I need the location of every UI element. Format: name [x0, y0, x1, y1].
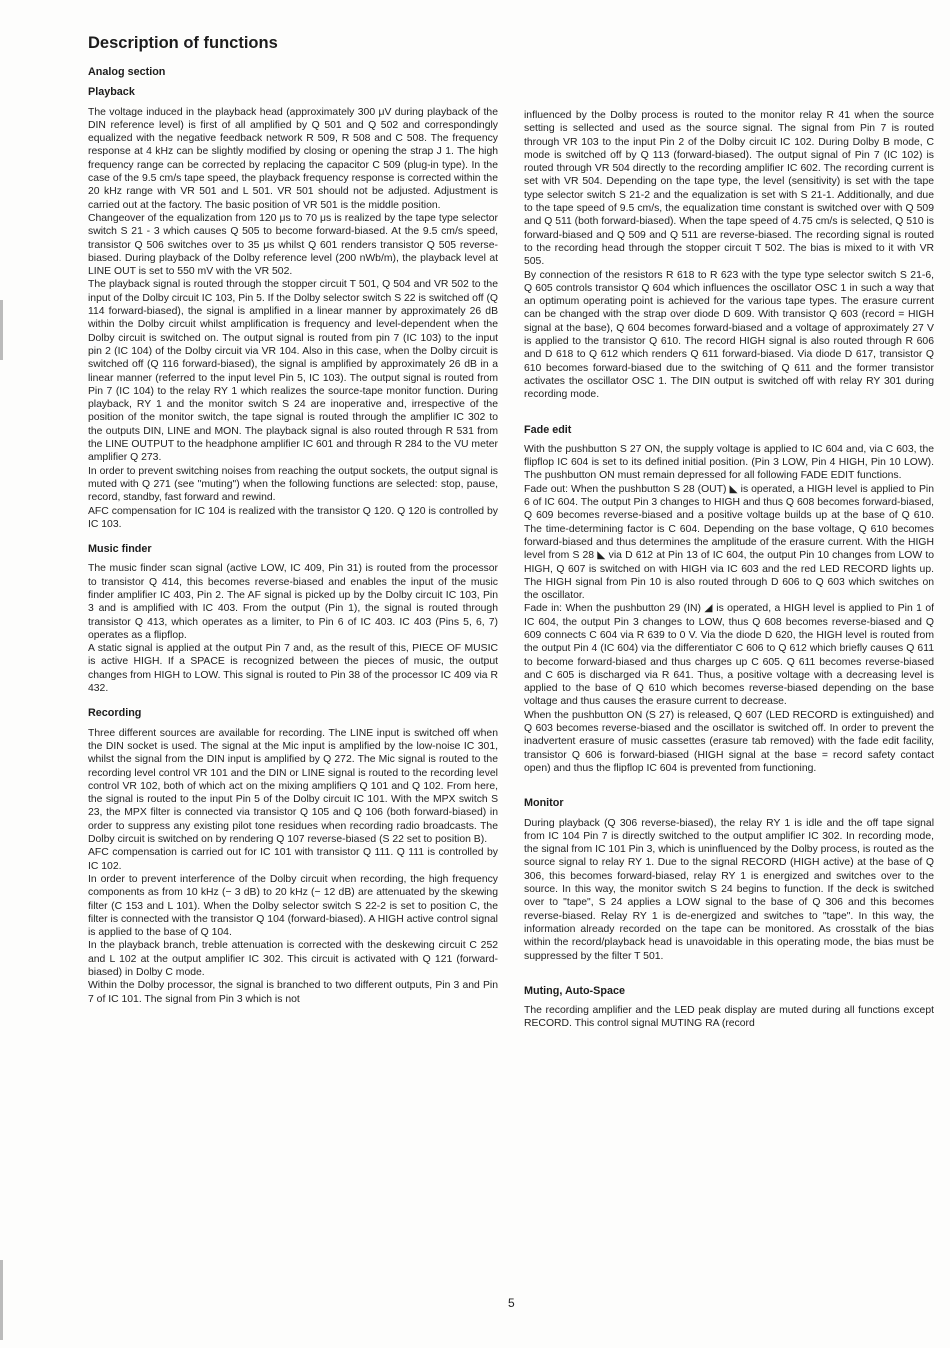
paragraph: By connection of the resistors R 618 to R 623 with the type type selector switch S 21-6, Q 605 controls transistor Q 604 which influences the oscillator OSC 1 in such a way that an optimum operating point is achieved for the various tape types. The erasure current can be changed with the strap over diode D 609. With transistor Q 603 (record = HIGH signal at the base), Q 604 becomes forward-biased and a voltage of approximately 27 V is applied to the transistor Q 610. The record HIGH signal is also routed through R 606 and D 618 to Q 612 which renders Q 611 forward-biased. Via diode D 617, transistor Q 610 becomes forward-biased due to the switching of Q 611 and the former transistor activates the oscillator OSC 1. The DIN output is switched off with relay RY 301 during recording mode.	[524, 269, 934, 401]
left-column	[88, 66, 498, 1018]
paragraph: influenced by the Dolby process is routed to the monitor relay R 41 when the source setting is sellected and used as the source signal. The signal from Pin 7 is routed through VR 103 to the input Pin 2 of the Dolby circuit IC 102. During Dolby B mode, C mode is switched off by Q 113 (forward-biased). The output signal of Pin 7 (IC 102) is routed through VR 504 directly to the recording amplifier IC 602. The recording current is set with VR 504. Depending on the tape type, the level (sensitivity) is set with the tape type selector switch S 21-2 and the equalization is set with S 21-1. Additionally, and due to the tape speed of 9.5 cm/s, the equalization time constant is switched over with Q 509 and Q 511 (both forward-biased). When the tape speed of 4.75 cm/s is selected, Q 510 is forward-biased and Q 509 and Q 511 are reverse-biased. The recording signal is routed to the recording head through the stopper circuit T 502. The bias is mixed to it with VR 505.	[524, 110, 934, 268]
paragraph: In order to prevent switching noises from reaching the output sockets, the output signal is muted with Q 271 (see "muting") when the following functions are selected: stop, pause, record, standby, fast forward and rewind.	[88, 465, 498, 504]
right-column	[524, 109, 934, 1043]
paragraph: With the pushbutton S 27 ON, the supply voltage is applied to IC 604 and, via C 603, the flipflop IC 604 is set to its defined initial position. (Pin 3 LOW, Pin 4 HIGH, Pin 10 LOW). The pushbutton ON must remain depressed for all following FADE EDIT functions.	[524, 443, 934, 482]
paragraph: A static signal is applied at the output Pin 7 and, as the result of this, PIECE OF MUSIC is active HIGH. If a SPACE is recognized between the pieces of music, the output changes from HIGH to LOW. This signal is routed to Pin 38 of the processor IC 409 via R 432.	[88, 643, 498, 695]
section-muting	[524, 985, 934, 1031]
subheading-playback: Playback	[88, 86, 135, 99]
paragraph: During playback (Q 306 reverse-biased), the relay RY 1 is idle and the off tape signal from IC 104 Pin 7 is directly switched to the output amplifier IC 302. In recording mode, the signal from IC 101 Pin 3, which is uninfluenced by the Dolby process, is routed as the source signal to relay RY 1. Due to the signal RECORD (HIGH active) at the base of Q 306, this becomes forward-biased, relay RY 1 is energized and switches over to the source. In this way, the monitor switch S 24 begins to function. If the deck is switched over to "tape", S 24 applies a LOW signal to the base of Q 306 and this becomes reverse-biased. Relay RY 1 is de-energized and switches to "tape". In this way, the information already recorded on the tape can be monitored. As crosstalk of the bias within the record/playback head is unavoidable in this operating mode, the bias must be suppressed by the filter T 501.	[524, 817, 934, 962]
paragraph: In the playback branch, treble attenuation is corrected with the deskewing circuit C 252 and L 102 at the output amplifier IC 302. This circuit is activated with Q 121 (forward-biased) in Dolby C mode.	[88, 940, 498, 978]
paragraph: The playback signal is routed through the stopper circuit T 501, Q 504 and VR 502 to the input of the Dolby circuit IC 103, Pin 5. If the Dolby selector switch S 22 is switched off (Q 114 forward-biased), the signal is amplified in a linear manner by approximately 26 dB within the Dolby circuit whilst amplification is frequency and level-dependent when the Dolby circuit is switched on. The output signal is routed from pin 7 (IC 103) to the input pin 2 (IC 104) of the Dolby circuit via VR 104. Also in this case, when the Dolby circuit is switched off (Q 116 forward-biased), the signal is amplified by approximately 26 dB in a linear manner (referred to the input level Pin 5, IC 103). The output signal is routed from Pin 7 (IC 104) to the relay RY 1 which realizes the source-tape monitor function. During playback, RY 1 and the monitor switch S 24 are inoperative and, irrespective of the position of the monitor switch, the tape signal is routed through the amplifier IC 302 to the outputs DIN, LINE and MON. The playback signal is also routed through R 531 from the LINE OUTPUT to the headphone amplifier IC 601 and through R 284 to the VU meter amplifier Q 273.	[88, 279, 498, 464]
subheading-monitor: Monitor	[524, 797, 564, 810]
paragraph: AFC compensation is carried out for IC 101 with transistor Q 111. Q 111 is controlled by IC 102.	[88, 847, 498, 872]
paragraph: Fade in: When the pushbutton 29 (IN) ◢ is operated, a HIGH level is applied to Pin 1 of IC 604, the output Pin 3 changes to LOW, thus Q 608 becomes reverse-biased and Q 609 connects C 604 via R 639 to 0 V. Via the diode D 620, the HIGH level is routed from the output Pin 4 (IC 604) via the differentiator C 606 to Q 612 which briefly causes Q 611 to become forward-biased and thus charges up C 605. Q 611 becomes reverse-biased and C 605 is discharged via R 641. Thus, a positive voltage with a decreasing level is applied to the base of Q 610 which becomes reverse-biased depending on the base voltage and thus causes the erasure current to decrease.	[524, 603, 934, 708]
paragraph: Fade out: When the pushbutton S 28 (OUT) ◣ is operated, a HIGH level is applied to Pin 6 of IC 604. The output Pin 3 changes to HIGH and thus Q 608 becomes forward-biased, Q 609 becomes reverse-biased and a positive voltage builds up at the base of Q 610. The time-determining factor is C 604. Depending on the base voltage, Q 610 becomes forward-biased and thus determines the amplitude of the erasure current. With the HIGH level from S 28 ◣ via D 612 at Pin 13 of IC 604, the output Pin 10 changes from LOW to HIGH, Q 607 is switched on with HIGH via IC 603 and the red LED RECORD lights up. The HIGH signal from Pin 10 is also routed through D 606 to Q 603 which switches on the oscillator.	[524, 483, 934, 602]
scan-edge-mark	[0, 1260, 3, 1340]
paragraph: AFC compensation for IC 104 is realized with the transistor Q 120. Q 120 is controlled by IC 103.	[88, 505, 498, 530]
subheading-fade-edit: Fade edit	[524, 423, 572, 436]
section-music-finder	[88, 543, 498, 695]
paragraph: Three different sources are available for recording. The LINE input is switched off when the DIN socket is used. The signal at the Mic input is amplified by the low-noise IC 301, whilst the signal from the DIN input is amplified by Q 272. The Mic signal is routed to the recording level control VR 101 and the DIN or LINE signal is routed to the recording level control VR 102, both of which act on the mixing amplifiers Q 101 and Q 102. From here, the signal is routed to the input Pin 5 of the Dolby circuit IC 101. With the MPX switch S 23, the MPX filter is connected via transistor Q 105 and Q 106 (both forward-biased) in order to suppress any existing pilot tone residues when recording radio broadcasts. The Dolby circuit is switched on by rendering Q 107 reverse-biased (S 22 set to position B).	[88, 727, 498, 846]
paragraph: The recording amplifier and the LED peak display are muted during all functions except RECORD. This control signal MUTING RA (record	[524, 1005, 934, 1030]
paragraph: When the pushbutton ON (S 27) is released, Q 607 (LED RECORD is extinguished) and Q 603 becomes reverse-biased and the oscillator is switched off. In order to prevent the inadvertent erasure of music cassettes (erasure tab removed) with the fade edit facility, transistor Q 606 is forward-biased (HIGH signal at the base = record safety contact open) and thus the flipflop IC 604 is prevented from functioning.	[524, 709, 934, 774]
paragraph: Within the Dolby processor, the signal is branched to two different outputs, Pin 3 and Pin 7 of IC 101. The signal from Pin 3 which is not	[88, 980, 498, 1005]
section-recording-continued	[524, 109, 934, 402]
subheading-muting: Muting, Auto-Space	[524, 984, 625, 997]
subheading-music-finder: Music finder	[88, 543, 152, 556]
paragraph: The voltage induced in the playback head (approximately 300 μV during playback of the DIN reference level) is first of all amplified by Q 501 and Q 502 and correspondingly equalized with the negative feedback network R 509, R 508 and C 508. The frequency response at 4 kHz can be slightly modified by closing or opening the strap J 1. The high frequency range can be corrected by replacing the capacitor C 509 (plug-in type). In the case of the 9.5 cm/s tape speed, the playback frequency response is corrected within the 20 kHz range with VR 501 and L 501. VR 501 should not be adjusted. Adjustment is carried out at the factory. The basic position of VR 501 is the middle position.	[88, 106, 498, 211]
paragraph: Changeover of the equalization from 120 μs to 70 μs is realized by the tape type selector switch S 21 - 3 which causes Q 505 to become forward-biased. At the 9.5 cm/s speed, transistor Q 506 switches over to 35 μs whilst Q 601 renders transistor Q 505 reverse-biased. During playback of the Dolby reference level (200 nWb/m), the playback level at LINE OUT is set to 550 mV with the VR 502.	[88, 212, 498, 278]
paragraph: In order to prevent interference of the Dolby circuit when recording, the high frequency components as from 10 kHz (− 3 dB) to 20 kHz (− 12 dB) are attenuated by the skewing filter (C 153 and L 101). When the Dolby selector switch S 22-2 is set to position C, the filter is connected with the transistor Q 104 (forward-biased). A HIGH active control signal is applied to the base of Q 104.	[88, 873, 498, 939]
section-recording	[88, 707, 498, 1006]
section-playback	[88, 86, 498, 531]
paragraph: The music finder scan signal (active LOW, IC 409, Pin 31) is routed from the processor to transistor Q 414, this becomes reverse-biased and enables the input of the music finder amplifier IC 403, Pin 2. The AF signal is picked up by the Dolby circuit IC 103, Pin 3 and is amplified with IC 403. From the output (Pin 1), the signal is routed through transistor Q 413, which operates as a limiter, to Pin 6 of IC 403. IC 403 (Pins 5, 6, 7) operates as a flipflop.	[88, 563, 498, 641]
section-monitor	[524, 797, 934, 963]
scan-edge-mark	[0, 300, 3, 360]
page-title: Description of functions	[88, 34, 278, 52]
page-number: 5	[508, 1296, 515, 1310]
subheading-recording: Recording	[88, 707, 142, 720]
section-fade-edit	[524, 424, 934, 776]
section-heading-analog: Analog section	[88, 66, 166, 78]
